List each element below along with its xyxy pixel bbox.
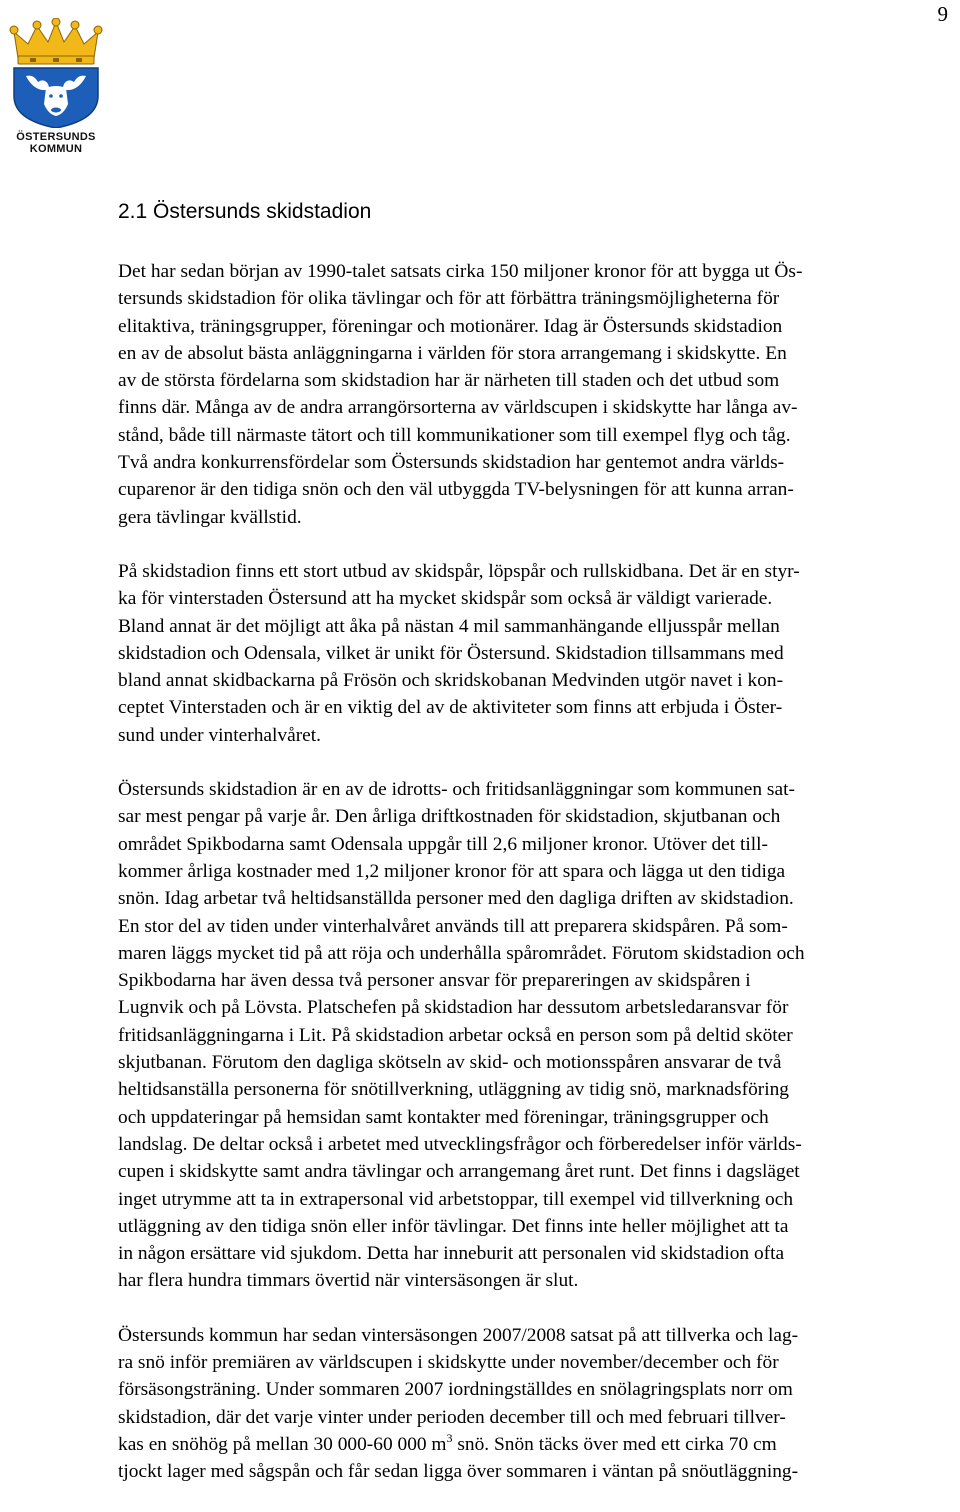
document-body [118,197,960,1512]
text-line: tersunds skidstadion för olika tävlingar och för att förbättra träningsmöjligheterna för [118,288,780,310]
text-line: Spikbodarna har även dessa två personer ansvar för prepareringen av skidspåren i [118,970,751,992]
text-line: ra snö inför premiären av världscupen i skidskytte under november/december och för [118,1351,779,1373]
superscript: 3 [446,1430,453,1445]
paragraph-4 [118,1322,960,1486]
text-line: Östersunds skidstadion är en av de idrotts- och fritidsanläggningar som kommunen sat- [118,779,795,801]
text-line: elitaktiva, träningsgrupper, föreningar och motionärer. Idag är Östersunds skidstadion [118,315,783,337]
text-line: ka för vinterstaden Östersund att ha mycket skidspår som också är väldigt varierade. [118,588,773,610]
text-line: försäsongsträning. Under sommaren 2007 iordningställdes en snölagringsplats norr om [118,1379,793,1401]
text-line: Det har sedan början av 1990-talet satsats cirka 150 miljoner kronor för att bygga ut Ös- [118,261,803,282]
text-line: landslag. De deltar också i arbetet med utvecklingsfrågor och förberedelser inför världs- [118,1133,802,1155]
text-line: Två andra konkurrensfördelar som Östersunds skidstadion har gentemot andra världs- [118,452,785,474]
text-line: cuparenor är den tidiga snön och den väl utbyggda TV-belysningen för att kunna arran- [118,479,794,501]
text-line: inget utrymme att ta in extrapersonal vid arbetstoppar, till exempel vid tillverkning och [118,1188,794,1210]
text-fragment: kas en snöhög på mellan 30 000-60 000 m [118,1433,447,1455]
text-fragment: snö. Snön täcks över med ett cirka 70 cm [452,1433,777,1455]
text-line: skjutbanan. Förutom den dagliga skötseln av skid- och motionsspåren ansvarar de två [118,1052,782,1074]
page-number: 9 [937,2,948,26]
text-line: Östersunds kommun har sedan vintersäsongen 2007/2008 satsat på att tillverka och lag- [118,1324,799,1346]
text-line: en av de absolut bästa anläggningarna i världen för stora arrangemang i skidskytte. En [118,342,787,364]
text-line: En stor del av tiden under vinterhalvåret används till att preparera skidspåren. På som- [118,915,788,937]
text-line: Bland annat är det möjligt att åka på nästan 4 mil sammanhängande elljusspår mellan [118,615,780,637]
text-line: utläggning av den tidiga snön eller inför tävlingar. Det finns inte heller möjlighet att ta [118,1215,789,1237]
text-line: snön. Idag arbetar två heltidsanställda personer med den dagliga driften av skidstadion. [118,888,794,910]
text-line: sar mest pengar på varje år. Den årliga driftkostnaden för skidstadion, skjutbanan och [118,806,781,828]
section-heading: 2.1 Östersunds skidstadion [118,200,372,223]
text-line: kommer årliga kostnader med 1,2 miljoner kronor för att spara och lägga ut den tidiga [118,860,786,882]
text-line: tjockt lager med sågspån och får sedan ligga över sommaren i väntan på snöutläggning- [118,1461,799,1483]
text-line: in någon ersättare vid sjukdom. Detta har inneburit att personalen vid skidstadion ofta [118,1243,785,1265]
paragraph-3 [118,776,960,1295]
text-line: stånd, både till närmaste tätort och till kommunikationer som till exempel flyg och tåg. [118,424,791,446]
text-line: ceptet Vinterstaden och är en viktig del av de aktiviteter som finns att erbjuda i Öster- [118,697,783,719]
text-line: bland annat skidbackarna på Frösön och skridskobanan Medvinden utgör navet i kon- [118,670,784,692]
text-line: och uppdateringar på hemsidan samt kontakter med föreningar, träningsgrupper och [118,1106,769,1128]
text-line: Lugnvik och på Lövsta. Platschefen på skidstadion har dessutom arbetsledaransvar för [118,997,789,1019]
text-line: skidstadion och Odensala, vilket är unikt för Östersund. Skidstadion tillsammans med [118,642,784,664]
municipality-logo [4,18,108,155]
text-line: gera tävlingar kvällstid. [118,506,302,528]
text-line: har flera hundra timmars övertid när vintersäsongen är slut. [118,1270,579,1292]
text-line: finns där. Många av de andra arrangörsorterna av världscupen i skidskytte har långa av- [118,397,798,419]
paragraph-2 [118,558,960,749]
text-line: heltidsanställa personerna för snötillverkning, utläggning av tidig snö, marknadsföring [118,1079,789,1101]
text-line: fritidsanläggningarna i Lit. På skidstadion arbetar också en person som på deltid sköter [118,1024,793,1046]
text-line: skidstadion, där det varje vinter under perioden december till och med februari tillver- [118,1406,786,1428]
text-line: av de största fördelarna som skidstadion har är närheten till staden och det utbud som [118,370,780,392]
paragraph-1 [118,258,960,531]
text-line: cupen i skidskytte samt andra tävlingar och arrangemang året runt. Det finns i dagsläget [118,1161,800,1183]
text-line [118,1431,960,1458]
coat-of-arms-icon [4,18,108,128]
logo-text-line2: KOMMUN [29,143,83,155]
text-line: sund under vinterhalvåret. [118,724,321,746]
text-line: På skidstadion finns ett stort utbud av skidspår, löpspår och rullskidbana. Det är en styr- [118,560,800,582]
logo-text-line1: ÖSTERSUNDS [16,131,96,143]
text-line: maren läggs mycket tid på att röja och underhålla spårområdet. Förutom skidstadion och [118,942,805,964]
text-line: området Spikbodarna samt Odensala uppgår till 2,6 miljoner kronor. Utöver det till- [118,833,768,855]
